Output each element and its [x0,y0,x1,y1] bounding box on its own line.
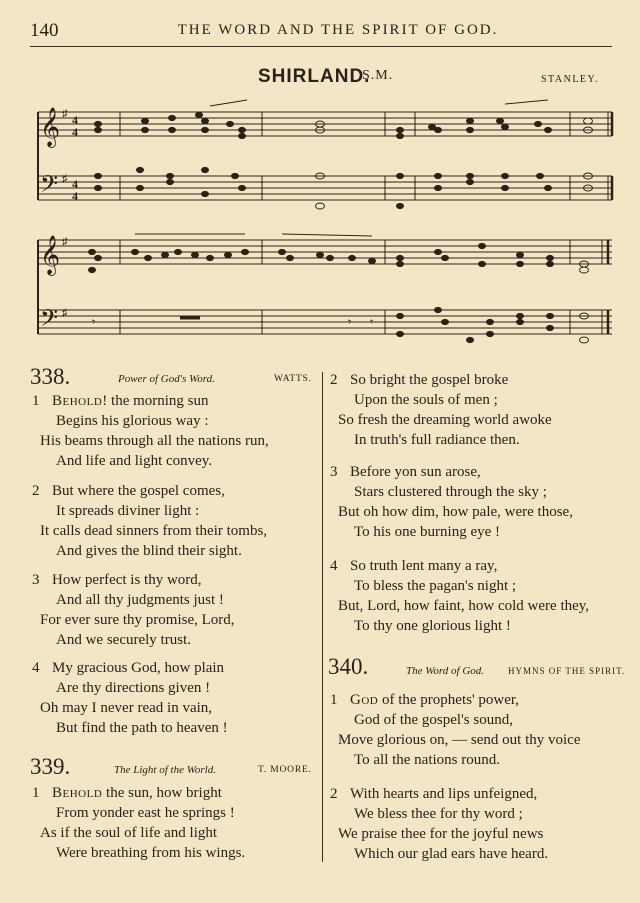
verse-line: Move glorious on, — send out thy voice [338,732,581,748]
svg-text:𝄞: 𝄞 [40,107,61,147]
svg-text:𝄞: 𝄞 [40,235,61,275]
svg-text:♯: ♯ [62,173,68,185]
tune-composer: STANLEY. [541,74,599,85]
svg-text:𝄾: 𝄾 [370,315,374,329]
hymn-author: WATTS. [274,374,312,384]
verse-number: 3 [32,572,40,588]
verse-number: 1 [32,785,40,801]
column-divider [322,372,323,862]
verse-line: My gracious God, how plain [52,660,225,676]
verse-line: But find the path to heaven ! [56,720,228,736]
verse-line: God of the prophets' power, [350,692,520,708]
verse-line: His beams through all the nations run, [40,433,269,449]
verse-line: Behold the sun, how bright [52,785,222,801]
svg-text:♯: ♯ [62,307,68,319]
treble-staff-2 [38,240,612,264]
verse-line: But oh how dim, how pale, were those, [338,504,573,520]
verse-line: In truth's full radiance then. [354,432,520,448]
verse-line: We praise thee for the joyful news [338,826,544,842]
svg-text:♯: ♯ [62,236,68,248]
verse-line: How perfect is thy word, [52,572,202,588]
verse-number: 4 [330,558,338,574]
tune-name: SHIRLAND. [258,66,371,87]
verse-line: It spreads diviner light : [56,503,200,519]
verse-number: 2 [330,786,338,802]
verse-line: We bless thee for thy word ; [354,806,523,822]
verse-line: With hearts and lips unfeigned, [350,786,538,802]
verse-line: And life and light convey. [56,453,213,469]
hymn-author: T. MOORE. [258,765,312,775]
verse-line: From yonder east he springs ! [56,805,235,821]
music-score [0,0,640,360]
verse-line: It calls dead sinners from their tombs, [40,523,268,539]
verse-line: And gives the blind their sight. [56,543,242,559]
svg-text:𝄢: 𝄢 [40,170,59,203]
verse-line: And all thy judgments just ! [56,592,224,608]
verse-number: 1 [32,393,40,409]
tune-meter: S.M. [362,68,394,83]
svg-text:4: 4 [72,125,78,139]
verse-line: To all the nations round. [354,752,501,768]
verse-line: Behold! the morning sun [52,393,209,409]
verse-line: For ever sure thy promise, Lord, [40,612,235,628]
hymn-number: 338. [30,364,71,389]
bass-staff-2 [38,310,612,334]
bass-staff-1 [38,176,612,200]
hymn-title: The Word of God. [406,665,485,677]
running-title: THE WORD AND THE SPIRIT OF GOD. [177,22,499,38]
verse-line: Which our glad ears have heard. [354,846,549,862]
verse-line: Upon the souls of men ; [354,392,498,408]
verse-line: To his one burning eye ! [354,524,501,540]
verse-line: But where the gospel comes, [52,483,225,499]
svg-text:𝄾: 𝄾 [92,315,96,329]
svg-text:4: 4 [72,177,78,191]
page-number: 140 [30,20,59,41]
verse-line: To bless the pagan's night ; [354,578,517,594]
verse-line: Oh may I never read in vain, [40,700,213,716]
svg-text:4: 4 [72,113,78,127]
verse-number: 2 [330,372,338,388]
hymn-author: HYMNS OF THE SPIRIT. [508,666,626,676]
verse-number: 1 [330,692,338,708]
verse-line: Before yon sun arose, [350,464,481,480]
verse-number: 4 [32,660,40,676]
verse-line: And we securely trust. [56,632,191,648]
verse-line: As if the soul of life and light [40,825,218,841]
verse-line: Stars clustered through the sky ; [354,484,547,500]
verse-number: 2 [32,483,40,499]
hymn-number: 339. [30,754,71,779]
svg-text:𝄢: 𝄢 [40,304,59,337]
verse-line: So fresh the dreaming world awoke [338,412,552,428]
verse-line: To thy one glorious light ! [354,618,511,634]
hymn-title: The Light of the World. [114,764,216,776]
verse-line: Begins his glorious way : [56,413,209,429]
hymn-title: Power of God's Word. [118,373,215,385]
svg-text:♯: ♯ [62,108,68,120]
verse-line: So bright the gospel broke [350,372,509,388]
verse-line: God of the gospel's sound, [354,712,513,728]
hymn-number: 340. [328,654,369,679]
verse-line: But, Lord, how faint, how cold were they, [338,598,590,614]
verse-number: 3 [330,464,338,480]
svg-text:𝄾: 𝄾 [348,315,352,329]
verse-line: Are thy directions given ! [56,680,211,696]
svg-text:4: 4 [72,189,78,203]
verse-line: So truth lent many a ray, [350,558,498,574]
verse-line: Were breathing from his wings. [56,845,246,861]
